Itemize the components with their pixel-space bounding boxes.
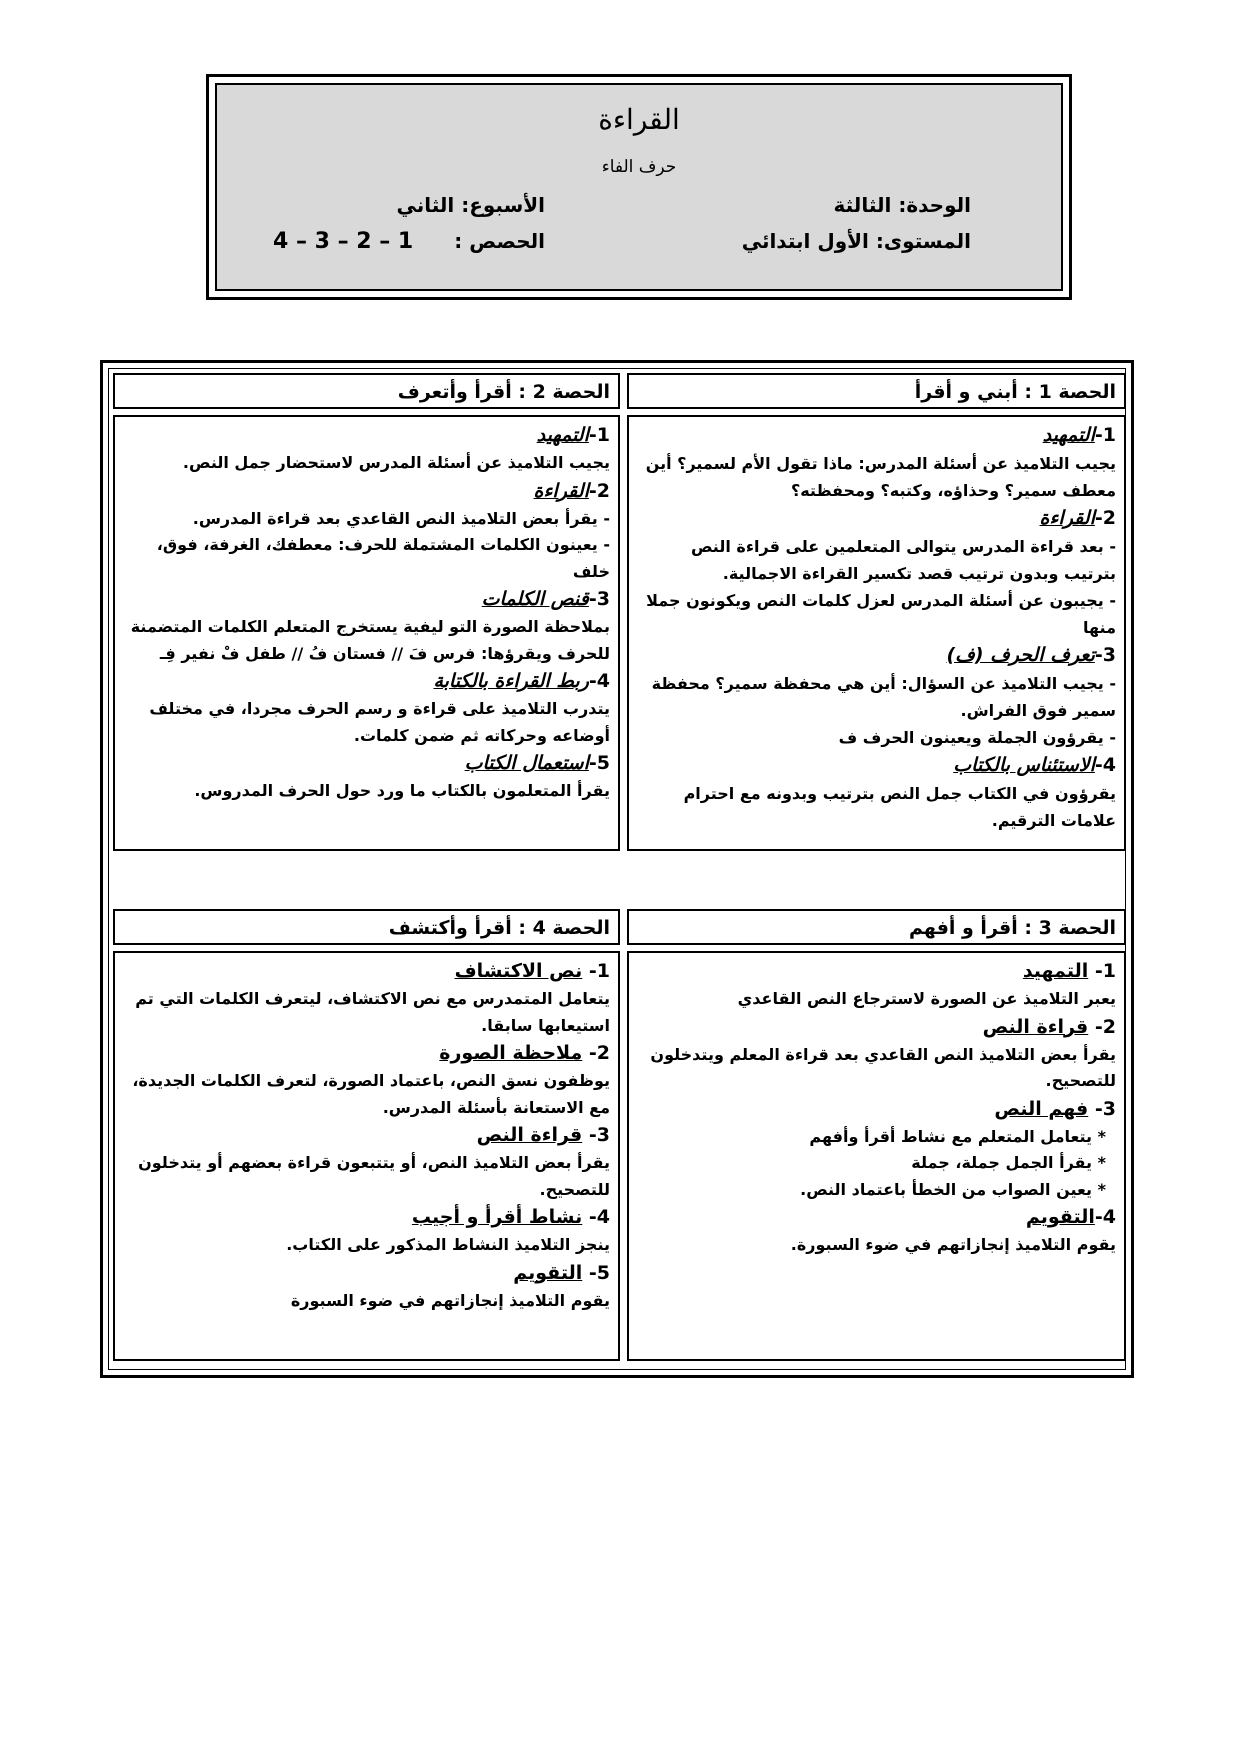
section-heading: 4-ربط القراءة بالكتابة: [433, 670, 610, 692]
section-text: يقرؤون في الكتاب جمل النص بترتيب وبدونه مع احترام علامات الترقيم.: [683, 784, 1116, 830]
session1-body: [627, 415, 1126, 851]
section-text: يقرأ بعض التلاميذ النص، أو يتتبعون قراءة بعضهم أو يتدخلون للتصحيح.: [138, 1153, 610, 1199]
section-heading: 1- التمهيد: [1022, 960, 1116, 982]
bullet-item: * يتعامل المتعلم مع نشاط أقرأ وأفهم: [809, 1126, 1106, 1146]
section-text: يقوم التلاميذ إنجازاتهم في ضوء السبورة: [290, 1290, 610, 1310]
sessions-table-inner: [108, 368, 1126, 1370]
lesson-header-panel: [215, 83, 1063, 291]
session4-body: [113, 951, 620, 1361]
section-heading: 4-الاستئناس بالكتاب: [953, 754, 1116, 776]
section-heading: 3- فهم النص: [994, 1097, 1116, 1120]
section-heading: 3- قراءة النص: [476, 1124, 610, 1146]
session2-header: الحصة 2 : أقرأ وأتعرف: [113, 373, 620, 409]
section-text: - يقرأ بعض التلاميذ النص القاعدي بعد قراءة المدرس.: [192, 508, 610, 528]
section-text: يقرأ المتعلمون بالكتاب ما ورد حول الحرف المدروس.: [194, 781, 610, 800]
sessions-numbers: 4 – 3 – 2 – 1: [273, 229, 414, 254]
section-heading: 2-القراءة: [533, 479, 610, 502]
session1-header: الحصة 1 : أبني و أقرأ: [627, 373, 1126, 409]
section-text: يوظفون نسق النص، باعتماد الصورة، لتعرف الكلمات الجديدة، مع الاستعانة بأسئلة المدرس.: [132, 1071, 610, 1117]
section-heading: 2- قراءة النص: [982, 1015, 1116, 1038]
section-text: يقرأ بعض التلاميذ النص القاعدي بعد قراءة المعلم ويتدخلون للتصحيح.: [650, 1044, 1116, 1090]
lesson-subtitle: حرف الفاء: [601, 157, 677, 177]
sessions-label: الحصص :: [454, 229, 545, 253]
unit-label: الوحدة: الثالثة: [833, 193, 971, 217]
section-heading: 5- التقويم: [513, 1261, 610, 1284]
section-heading: 5-استعمال الكتاب: [464, 752, 610, 774]
session3-header: الحصة 3 : أقرأ و أفهم: [627, 909, 1126, 945]
session3-body: [627, 951, 1126, 1361]
level-label: المستوى: الأول ابتدائي: [741, 229, 971, 253]
section-text: - يعينون الكلمات المشتملة للحرف: معطفك، الغرفة، فوق، خلف: [156, 535, 610, 581]
section-text: بملاحظة الصورة التو ليفية يستخرج المتعلم الكلمات المتضمنة للحرف ويقرؤها: فرس فَ // فستان فُ // طفل فْ نفير فِـ: [130, 617, 610, 663]
section-text: - يقرؤون الجملة ويعينون الحرف ف: [838, 728, 1116, 747]
sessions-table: [100, 360, 1134, 1378]
section-text: يتعامل المتمدرس مع نص الاكتشاف، ليتعرف الكلمات التي تم استيعابها سابقا.: [135, 989, 610, 1035]
section-heading: 2- ملاحظة الصورة: [439, 1042, 610, 1064]
bullet-item: * يقرأ الجمل جملة، جملة: [911, 1153, 1106, 1172]
section-heading: 3-تعرف الحرف (ف): [946, 644, 1116, 666]
section-heading: 1-التمهيد: [1042, 424, 1116, 446]
bullet-item: * يعين الصواب من الخطأ باعتماد النص.: [800, 1179, 1106, 1199]
section-text: يعبر التلاميذ عن الصورة لاسترجاع النص القاعدي: [737, 989, 1116, 1008]
section-text: يقوم التلاميذ إنجازاتهم في ضوء السبورة.: [790, 1235, 1116, 1254]
section-text: يجيب التلاميذ عن أسئلة المدرس لاستحضار جمل النص.: [182, 453, 610, 472]
section-text: - يجيبون عن أسئلة المدرس لعزل كلمات النص ويكونون جملا منها: [646, 591, 1116, 637]
lesson-header: [206, 74, 1072, 300]
section-heading: 3-قنص الكلمات: [481, 588, 610, 610]
section-text: - بعد قراءة المدرس يتوالى المتعلمين على قراءة النص بترتيب وبدون ترتيب قصد تكسير القراءة الاجمالية.: [690, 537, 1116, 583]
session4-header: الحصة 4 : أقرأ وأكتشف: [113, 909, 620, 945]
session2-body: [113, 415, 620, 851]
section-text: يتدرب التلاميذ على قراءة و رسم الحرف مجردا، في مختلف أوضاعه وحركاته ثم ضمن كلمات.: [149, 699, 610, 745]
section-heading: 2-القراءة: [1039, 507, 1116, 529]
section-heading: 4-التقويم: [1025, 1206, 1116, 1228]
section-text: - يجيب التلاميذ عن السؤال: أين هي محفظة سمير؟ محفظة سمير فوق الفراش.: [651, 674, 1116, 720]
section-heading: 1- نص الاكتشاف: [454, 960, 610, 982]
week-label: الأسبوع: الثاني: [396, 193, 545, 217]
lesson-title: القراءة: [598, 103, 680, 136]
section-heading: 1-التمهيد: [536, 424, 610, 446]
section-heading: 4- نشاط أقرأ و أجيب: [411, 1206, 610, 1228]
section-text: يجيب التلاميذ عن أسئلة المدرس: ماذا تقول الأم لسمير؟ أين معطف سمير؟ وحذاؤه، وكتبه؟ ومحفظته؟: [645, 454, 1116, 500]
section-text: ينجز التلاميذ النشاط المذكور على الكتاب.: [286, 1235, 610, 1254]
